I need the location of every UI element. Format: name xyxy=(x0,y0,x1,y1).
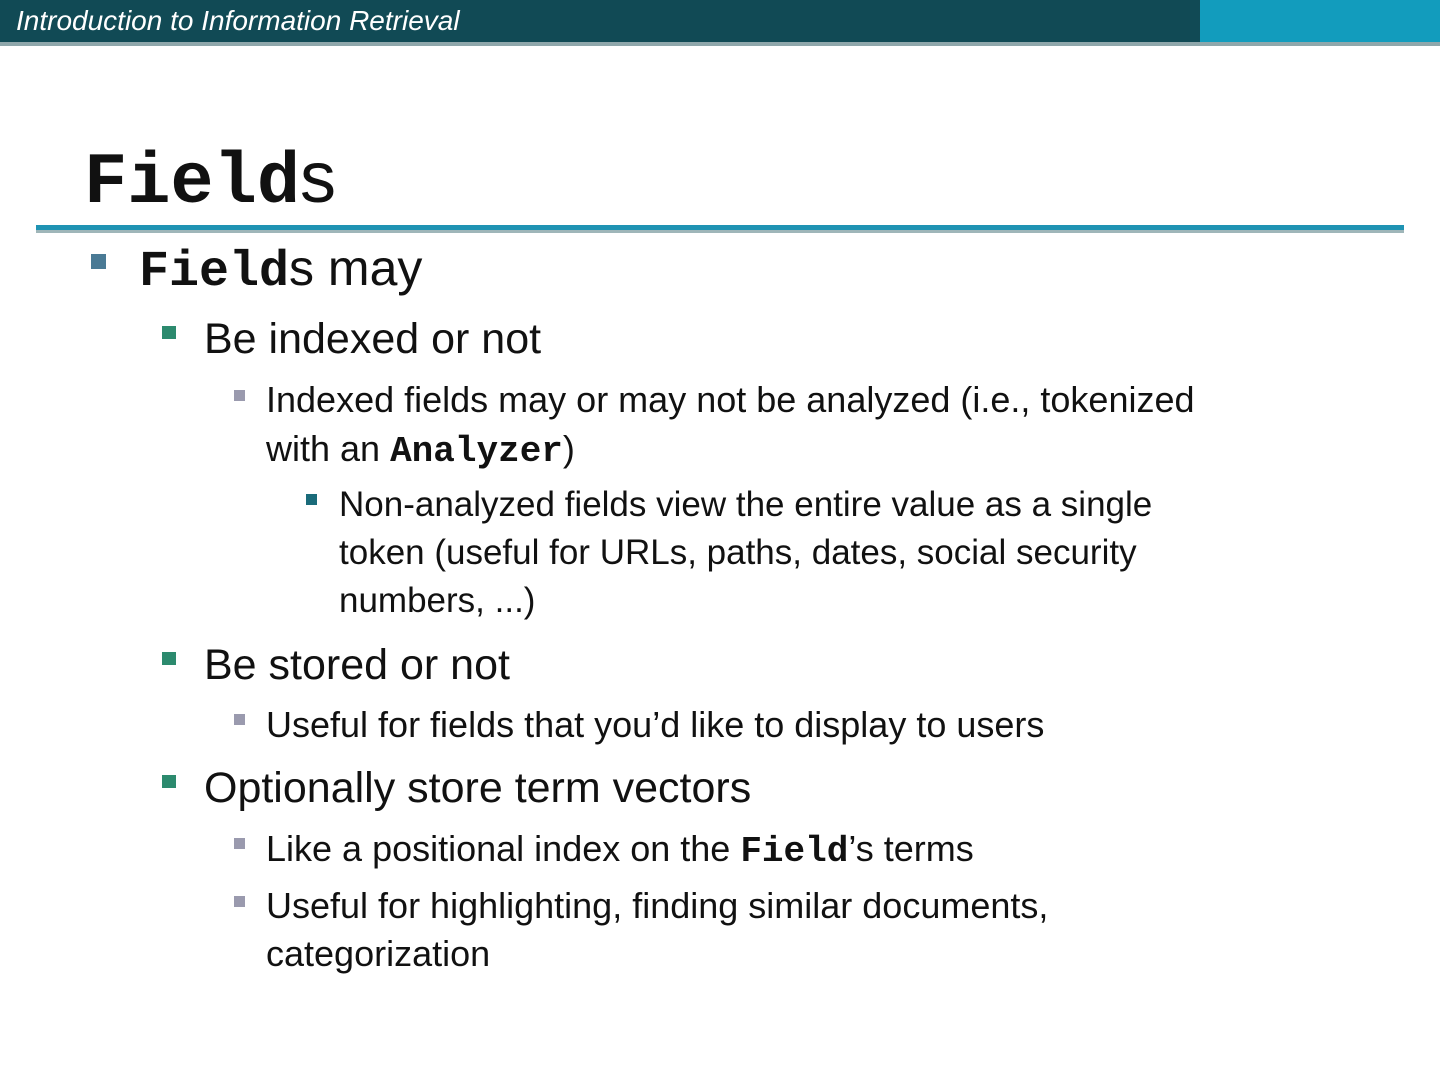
bullet-marker-level3 xyxy=(234,838,245,849)
bullet-fields-code: Field xyxy=(139,244,290,301)
bullet-non-analyzed-line3: numbers, ...) xyxy=(339,581,536,620)
bullet-fields-rest: s may xyxy=(289,240,423,296)
course-title: Introduction to Information Retrieval xyxy=(16,5,460,36)
bullet-marker-level2 xyxy=(162,775,176,788)
bullet-marker-level3 xyxy=(234,896,245,907)
analyzer-code: Analyzer xyxy=(390,431,563,472)
bullet-positional-index xyxy=(266,824,974,876)
field-code: Field xyxy=(740,831,849,872)
bullet-fields-may xyxy=(139,240,422,301)
title-rule-shadow xyxy=(36,230,1404,233)
bullet-positional-post: ’s terms xyxy=(848,828,974,869)
bullet-marker-level1 xyxy=(91,254,106,269)
bullet-marker-level4 xyxy=(306,494,317,505)
bullet-non-analyzed-line1: Non-analyzed fields view the entire value as a single xyxy=(339,485,1153,524)
header-accent-block xyxy=(1200,0,1440,43)
bullet-term-vectors: Optionally store term vectors xyxy=(204,764,752,812)
bullet-highlighting-line1: Useful for highlighting, finding similar documents, xyxy=(266,885,1049,926)
bullet-analyzed-line2 xyxy=(266,424,575,476)
bullet-positional-pre: Like a positional index on the xyxy=(266,828,741,869)
header-underline xyxy=(0,42,1440,46)
bullet-analyzed-pre: with an xyxy=(266,428,391,469)
bullet-analyzed-line1: Indexed fields may or may not be analyzed (i.e., tokenized xyxy=(266,379,1195,420)
slide-title-code: Field xyxy=(84,142,301,224)
bullet-marker-level2 xyxy=(162,326,176,339)
bullet-indexed: Be indexed or not xyxy=(204,315,542,363)
bullet-display-users: Useful for fields that you’d like to display to users xyxy=(266,704,1045,745)
bullet-marker-level3 xyxy=(234,714,245,725)
bullet-marker-level2 xyxy=(162,652,176,665)
slide-title xyxy=(84,138,336,223)
bullet-stored: Be stored or not xyxy=(204,641,510,689)
bullet-marker-level3 xyxy=(234,390,245,401)
bullet-highlighting-line2: categorization xyxy=(266,933,491,974)
bullet-non-analyzed-line2: token (useful for URLs, paths, dates, social security xyxy=(339,533,1137,572)
slide-title-suffix: s xyxy=(300,138,337,218)
bullet-analyzed-post: ) xyxy=(562,428,575,469)
